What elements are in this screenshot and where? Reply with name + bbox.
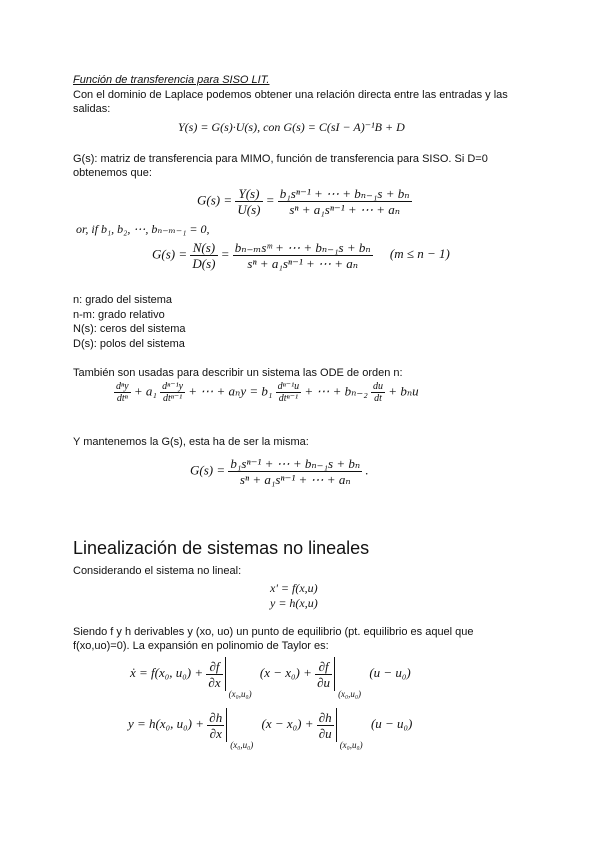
eq2-frac1-den: U(s) bbox=[237, 202, 261, 217]
considering-paragraph: Considerando el sistema no lineal: bbox=[73, 565, 242, 577]
taylor-equation-2: y = h(x₀, u₀) + $\frac{\partial h}{\partial x}$ (x₀,u₀) (x − x₀) + $\frac{\partial h}{\partial u}$ (x₀,u₀) (u − u₀) bbox=[128, 709, 413, 750]
eq4-frac-nd bbox=[190, 240, 217, 271]
ode-frac-4: $\frac{du}{dt}$ bbox=[373, 381, 384, 404]
eq4-frac1-num: N(s) bbox=[190, 240, 217, 256]
taylor2-dh-dx: $\frac{\partial h}{\partial x}$ bbox=[209, 709, 223, 741]
system-eq-2: y = h(x,u) bbox=[270, 596, 318, 610]
ode-frac-3: $\frac{\text{dⁿ⁻¹u}}{\text{dtⁿ⁻¹}}$ bbox=[277, 381, 300, 404]
equation-g-ratio: G(s) = $\frac{Y(s)}{U(s)}$ = $\frac{\text{b₁sⁿ⁻¹ + ⋯ + bₙ₋₁s + bₙ}}{\text{sⁿ + a₁sⁿ⁻¹ + ⋯ + aₙ}}$ bbox=[197, 186, 410, 217]
evaluation-bar: (x₀,u₀) bbox=[226, 708, 227, 742]
ode-frac-2: $\frac{\text{dⁿ⁻¹y}}{\text{dtⁿ⁻¹}}$ bbox=[162, 381, 184, 404]
intro-paragraph: Con el dominio de Laplace podemos obtener una relación directa entre las entradas y las salidas: bbox=[73, 89, 508, 115]
eq4-condition: (m ≤ n − 1) bbox=[389, 246, 450, 262]
equation-transfer-function: Y(s) = G(s)·U(s), con G(s) = C(sI − A)⁻¹B + D bbox=[178, 120, 405, 134]
definition-item: n: grado del sistema bbox=[73, 294, 173, 306]
eq4-lhs: G(s) = bbox=[152, 246, 188, 262]
definition-item: D(s): polos del sistema bbox=[73, 338, 185, 350]
equation-g-nd: G(s) = $\frac{N(s)}{D(s)}$ = $\frac{\text{bₙ₋ₘsᵐ + ⋯ + bₙ₋₁s + bₙ}}{\text{sⁿ + a₁sⁿ⁻¹ + ⋯ + aₙ}}$ (m ≤ n − 1) bbox=[152, 240, 450, 271]
section-heading: Linealización de sistemas no lineales bbox=[73, 538, 370, 558]
eq5-frac: $\frac{\text{b₁sⁿ⁻¹ + ⋯ + bₙ₋₁s + bₙ}}{\text{sⁿ + a₁sⁿ⁻¹ + ⋯ + aₙ}}$ bbox=[230, 456, 361, 487]
eq2-frac-yu bbox=[235, 186, 262, 217]
ode-paragraph: También son usadas para describir un sistema las ODE de orden n: bbox=[73, 367, 403, 379]
eq4-frac1-den: D(s) bbox=[192, 256, 216, 271]
evaluation-bar: (x₀,u₀) bbox=[336, 708, 337, 742]
eq2-lhs: G(s) = bbox=[197, 192, 233, 208]
eq2-frac1-num: Y(s) bbox=[235, 186, 262, 202]
eq4-frac2-den: sⁿ + a₁sⁿ⁻¹ + ⋯ + aₙ bbox=[247, 256, 359, 271]
equation-ode: $\frac{\text{dⁿy}}{\text{dtⁿ}}$ + a₁ $\frac{\text{dⁿ⁻¹y}}{\text{dtⁿ⁻¹}}$ + ⋯ + aₙy = b₁ $\frac{\text{dⁿ⁻¹u}}{\text{dtⁿ⁻¹}}$ + ⋯ + bₙ₋₂ $\frac{du}{dt}$ + bₙu bbox=[116, 381, 419, 404]
definition-item: n-m: grado relativo bbox=[73, 309, 165, 321]
evaluation-bar: (x₀,u₀) bbox=[225, 657, 226, 691]
eq2-frac2-den: sⁿ + a₁sⁿ⁻¹ + ⋯ + aₙ bbox=[289, 202, 400, 217]
equation-g-final: G(s) = $\frac{\text{b₁sⁿ⁻¹ + ⋯ + bₙ₋₁s + bₙ}}{\text{sⁿ + a₁sⁿ⁻¹ + ⋯ + aₙ}}$ . bbox=[190, 456, 369, 487]
equation-condition: or, if b₁, b₂, ⋯, bₙ₋ₘ₋₁ = 0, bbox=[76, 222, 210, 236]
system-eq-1: x' = f(x,u) bbox=[270, 581, 318, 595]
gs-paragraph: G(s): matriz de transferencia para MIMO, función de transferencia para SISO. Si D=0 obtenemos que: bbox=[73, 153, 488, 179]
taylor-paragraph: Siendo f y h derivables y (xo, uo) un punto de equilibrio (pt. equilibrio es aquel que f(xo,uo)=0). La expansión en polinomio de Taylor es: bbox=[73, 626, 474, 652]
eq4-frac2-num: bₙ₋ₘsᵐ + ⋯ + bₙ₋₁s + bₙ bbox=[234, 240, 371, 255]
ode-frac-1: $\frac{\text{dⁿy}}{\text{dtⁿ}}$ bbox=[116, 381, 129, 404]
maintain-paragraph: Y mantenemos la G(s), esta ha de ser la misma: bbox=[73, 436, 309, 448]
taylor-equation-1: ẋ = f(x₀, u₀) + $\frac{\partial f}{\partial x}$ (x₀,u₀) (x − x₀) + $\frac{\partial f}{\partial u}$ (x₀,u₀) (u − u₀) bbox=[130, 658, 411, 699]
taylor2-dh-du: $\frac{\partial h}{\partial u}$ bbox=[318, 709, 332, 741]
taylor1-df-du: $\frac{\partial f}{\partial u}$ bbox=[317, 658, 331, 690]
taylor1-df-dx: $\frac{\partial f}{\partial x}$ bbox=[208, 658, 221, 690]
section-title: Función de transferencia para SISO LIT. bbox=[73, 74, 270, 86]
definition-item: N(s): ceros del sistema bbox=[73, 323, 186, 335]
eq2-frac-poly bbox=[278, 186, 412, 217]
evaluation-bar: (x₀,u₀) bbox=[334, 657, 335, 691]
eq4-frac-poly bbox=[233, 240, 373, 271]
eq2-frac2-num: b₁sⁿ⁻¹ + ⋯ + bₙ₋₁s + bₙ bbox=[279, 186, 410, 201]
